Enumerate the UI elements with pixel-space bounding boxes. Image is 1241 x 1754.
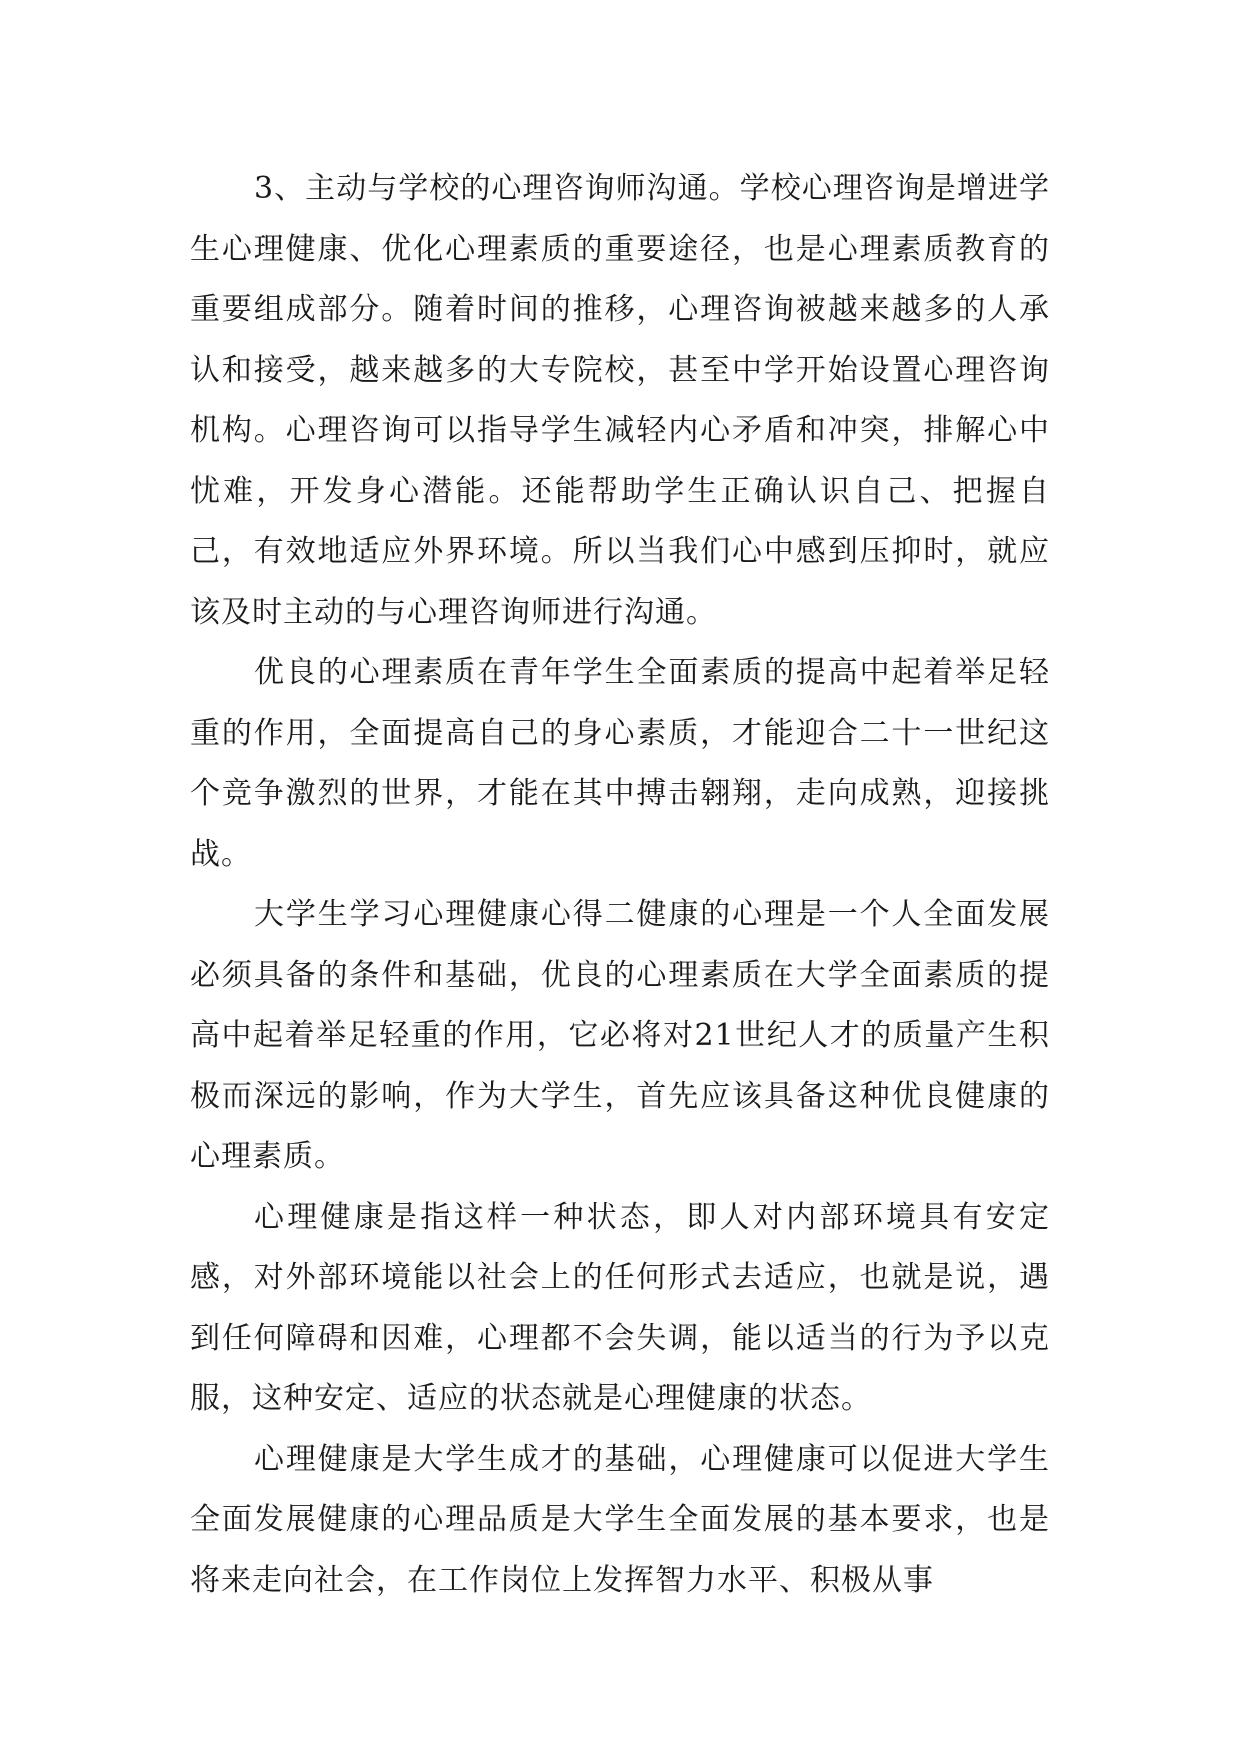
paragraph-quality: 优良的心理素质在青年学生全面素质的提高中起着举足轻重的作用，全面提高自己的身心素质，才能迎合二十一世纪这个竞争激烈的世界，才能在其中搏击翱翔，走向成熟，迎接挑战。	[190, 655, 1050, 872]
paragraph-foundation: 心理健康是大学生成才的基础，心理健康可以促进大学生全面发展健康的心理品质是大学生全面发展的基本要求，也是将来走向社会，在工作岗位上发挥智力水平、积极从事	[190, 1441, 1050, 1598]
document-body	[190, 159, 1050, 1611]
paragraph-experience-two: 大学生学习心理健康心得二健康的心理是一个人全面发展必须具备的条件和基础，优良的心理素质在大学全面素质的提高中起着举足轻重的作用，它必将对21世纪人才的质量产生积极而深远的影响，作为大学生，首先应该具备这种优良健康的心理素质。	[190, 897, 1050, 1174]
paragraph-counseling: 3、主动与学校的心理咨询师沟通。学校心理咨询是增进学生心理健康、优化心理素质的重要途径，也是心理素质教育的重要组成部分。随着时间的推移，心理咨询被越来越多的人承认和接受，越来越多的大专院校，甚至中学开始设置心理咨询机构。心理咨询可以指导学生减轻内心矛盾和冲突，排解心中忧难，开发身心潜能。还能帮助学生正确认识自己、把握自己，有效地适应外界环境。所以当我们心中感到压抑时，就应该及时主动的与心理咨询师进行沟通。	[190, 171, 1050, 630]
paragraph-definition: 心理健康是指这样一种状态，即人对内部环境具有安定感，对外部环境能以社会上的任何形式去适应，也就是说，遇到任何障碍和因难，心理都不会失调，能以适当的行为予以克服，这种安定、适应的状态就是心理健康的状态。	[190, 1199, 1050, 1416]
